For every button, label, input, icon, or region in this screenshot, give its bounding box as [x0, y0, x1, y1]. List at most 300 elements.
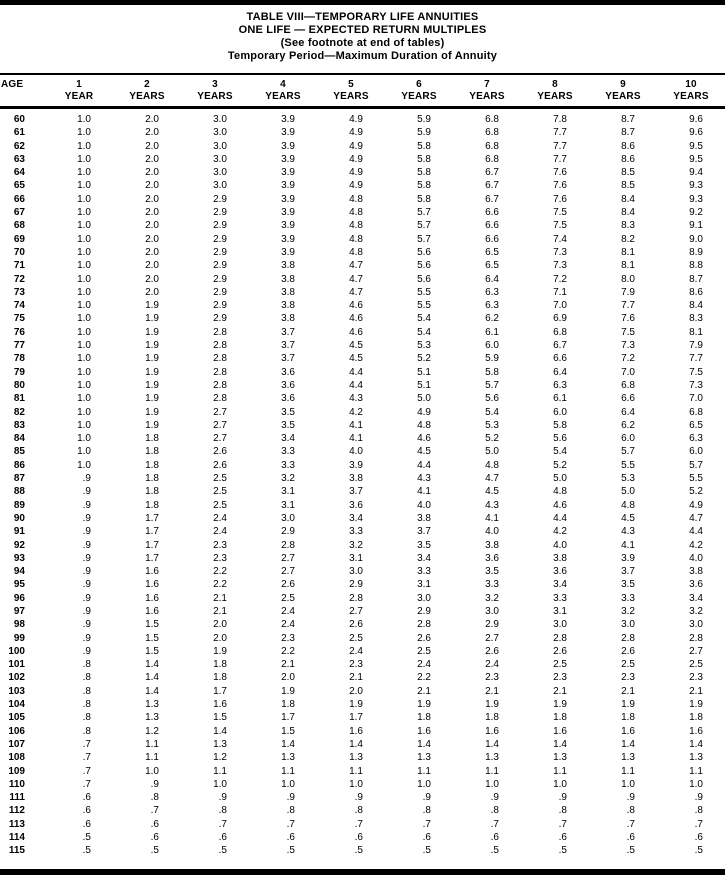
table-title: TABLE VIII—TEMPORARY LIFE ANNUITIES	[246, 11, 479, 23]
multiple-value-cell: 1.0	[77, 193, 91, 205]
table-header-row	[0, 75, 725, 108]
multiple-value-cell: .8	[694, 805, 703, 817]
multiple-value-cell: 1.1	[281, 765, 295, 777]
footnote-reference: (See footnote at end of tables)	[280, 37, 445, 49]
age-cell: 103	[8, 685, 25, 697]
multiple-value-cell: 3.9	[621, 552, 635, 564]
multiple-value-cell: 2.7	[213, 406, 227, 418]
multiple-value-cell: 2.4	[281, 605, 295, 617]
multiple-value-cell: 1.0	[417, 778, 431, 790]
table-subtitle: ONE LIFE — EXPECTED RETURN MULTIPLES	[238, 24, 487, 36]
multiple-value-cell: 9.6	[689, 114, 703, 125]
table-row	[0, 419, 725, 432]
age-cell: 90	[13, 512, 25, 524]
multiple-value-cell: 3.7	[621, 566, 635, 578]
multiple-value-cell: 5.2	[553, 459, 567, 471]
multiple-value-cell: 1.1	[145, 752, 159, 764]
age-cell: 106	[8, 725, 25, 737]
multiple-value-cell: 2.8	[213, 340, 227, 352]
multiple-value-cell: 8.4	[621, 193, 635, 205]
multiple-value-cell: .8	[82, 699, 91, 711]
multiple-value-cell: 6.4	[485, 273, 499, 285]
table-row	[0, 539, 725, 552]
multiple-value-cell: 2.5	[213, 499, 227, 511]
multiple-value-cell: 3.9	[281, 246, 295, 258]
year-column-header: 9 YEARS	[589, 75, 657, 108]
multiple-value-cell: 3.2	[281, 473, 295, 485]
multiple-value-cell: 1.9	[145, 366, 159, 378]
multiple-value-cell: 7.0	[689, 393, 703, 405]
period-caption: Temporary Period—Maximum Duration of Annuity	[227, 50, 498, 62]
multiple-value-cell: 1.2	[213, 752, 227, 764]
multiple-value-cell: 2.0	[145, 180, 159, 192]
multiple-value-cell: 6.0	[689, 446, 703, 458]
multiple-value-cell: 6.8	[689, 406, 703, 418]
table-row	[0, 406, 725, 419]
multiple-value-cell: 3.4	[689, 592, 703, 604]
multiple-value-cell: 3.6	[281, 393, 295, 405]
age-cell: 71	[13, 260, 25, 272]
age-cell: 101	[8, 659, 25, 671]
multiple-value-cell: 1.0	[77, 273, 91, 285]
table-row	[0, 432, 725, 445]
table-row	[0, 246, 725, 259]
multiple-value-cell: 2.0	[145, 260, 159, 272]
multiple-value-cell: 3.9	[349, 459, 363, 471]
multiple-value-cell: 2.7	[213, 433, 227, 445]
multiple-value-cell: 3.0	[689, 619, 703, 631]
multiple-value-cell: 4.5	[349, 340, 363, 352]
multiple-value-cell: 2.9	[213, 273, 227, 285]
multiple-value-cell: 6.8	[485, 114, 499, 125]
multiple-value-cell: 1.3	[281, 752, 295, 764]
table-row	[0, 166, 725, 179]
multiple-value-cell: 2.0	[145, 140, 159, 152]
multiple-value-cell: 7.6	[553, 180, 567, 192]
multiple-value-cell: 1.4	[621, 738, 635, 750]
multiple-value-cell: 7.3	[553, 246, 567, 258]
multiple-value-cell: 1.6	[145, 592, 159, 604]
multiple-value-cell: 1.9	[213, 645, 227, 657]
multiple-value-cell: .5	[558, 845, 567, 857]
multiple-value-cell: 8.4	[689, 300, 703, 312]
multiple-value-cell: .7	[82, 765, 91, 777]
table-row	[0, 751, 725, 764]
multiple-value-cell: 6.6	[485, 207, 499, 219]
multiple-value-cell: 1.4	[281, 738, 295, 750]
multiple-value-cell: 1.3	[417, 752, 431, 764]
multiple-value-cell: 4.5	[621, 512, 635, 524]
multiple-value-cell: 3.8	[689, 566, 703, 578]
multiple-value-cell: 2.0	[281, 672, 295, 684]
multiple-value-cell: 4.6	[553, 499, 567, 511]
multiple-value-cell: 9.5	[689, 153, 703, 165]
multiple-value-cell: 4.1	[485, 512, 499, 524]
multiple-value-cell: 1.0	[485, 778, 499, 790]
table-row	[0, 778, 725, 791]
multiple-value-cell: 1.9	[145, 353, 159, 365]
age-cell: 84	[13, 433, 25, 445]
multiple-value-cell: 7.7	[621, 300, 635, 312]
age-cell: 61	[13, 127, 25, 139]
multiple-value-cell: 1.9	[145, 340, 159, 352]
multiple-value-cell: .8	[422, 805, 431, 817]
multiple-value-cell: 5.0	[485, 446, 499, 458]
multiple-value-cell: 1.4	[213, 725, 227, 737]
multiple-value-cell: 1.5	[145, 645, 159, 657]
multiple-value-cell: 2.4	[349, 645, 363, 657]
multiple-value-cell: 1.0	[77, 207, 91, 219]
multiple-value-cell: 6.8	[485, 127, 499, 139]
multiple-value-cell: 1.6	[417, 725, 431, 737]
multiple-value-cell: 2.0	[145, 114, 159, 125]
multiple-value-cell: 3.3	[621, 592, 635, 604]
multiple-value-cell: 5.7	[621, 446, 635, 458]
multiple-value-cell: 1.8	[145, 446, 159, 458]
multiple-value-cell: 1.0	[77, 433, 91, 445]
multiple-value-cell: 7.5	[621, 326, 635, 338]
multiple-value-cell: 1.4	[145, 659, 159, 671]
multiple-value-cell: .8	[626, 805, 635, 817]
multiple-value-cell: 7.5	[553, 220, 567, 232]
multiple-value-cell: 5.1	[417, 379, 431, 391]
multiple-value-cell: 4.5	[417, 446, 431, 458]
age-cell: 109	[8, 765, 25, 777]
age-cell: 92	[13, 539, 25, 551]
multiple-value-cell: 4.0	[553, 539, 567, 551]
multiple-value-cell: 2.7	[485, 632, 499, 644]
multiple-value-cell: 2.0	[145, 193, 159, 205]
multiple-value-cell: 7.3	[621, 340, 635, 352]
multiple-value-cell: 3.9	[281, 193, 295, 205]
multiple-value-cell: 1.0	[77, 220, 91, 232]
multiple-value-cell: 4.0	[417, 499, 431, 511]
table-row	[0, 765, 725, 778]
multiple-value-cell: 2.7	[281, 552, 295, 564]
multiple-value-cell: 1.4	[349, 738, 363, 750]
multiple-value-cell: 3.7	[349, 486, 363, 498]
table-row	[0, 140, 725, 153]
year-column-header: 7 YEARS	[453, 75, 521, 108]
multiple-value-cell: 8.1	[621, 260, 635, 272]
multiple-value-cell: 3.9	[281, 233, 295, 245]
multiple-value-cell: 1.4	[145, 685, 159, 697]
multiple-value-cell: 3.8	[281, 286, 295, 298]
multiple-value-cell: 2.6	[553, 645, 567, 657]
table-row	[0, 485, 725, 498]
multiple-value-cell: 4.9	[349, 153, 363, 165]
multiple-value-cell: 2.0	[145, 167, 159, 179]
multiple-value-cell: 8.0	[621, 273, 635, 285]
multiple-value-cell: 3.9	[281, 207, 295, 219]
multiple-value-cell: 2.2	[213, 566, 227, 578]
multiple-value-cell: .8	[218, 805, 227, 817]
multiple-value-cell: 4.9	[349, 127, 363, 139]
multiple-value-cell: 2.1	[553, 685, 567, 697]
multiple-value-cell: 2.4	[213, 526, 227, 538]
year-column-header: 6 YEARS	[385, 75, 453, 108]
multiple-value-cell: 7.3	[689, 379, 703, 391]
multiple-value-cell: 1.9	[145, 313, 159, 325]
multiple-value-cell: 4.8	[349, 220, 363, 232]
multiple-value-cell: .9	[558, 792, 567, 804]
age-cell: 66	[13, 193, 25, 205]
multiple-value-cell: 6.7	[485, 193, 499, 205]
multiple-value-cell: 2.8	[213, 379, 227, 391]
multiple-value-cell: 5.8	[485, 366, 499, 378]
multiple-value-cell: 4.9	[349, 167, 363, 179]
multiple-value-cell: .9	[626, 792, 635, 804]
multiple-value-cell: 2.2	[213, 579, 227, 591]
multiple-value-cell: 3.0	[213, 167, 227, 179]
multiple-value-cell: 1.6	[349, 725, 363, 737]
multiple-value-cell: .9	[82, 632, 91, 644]
multiple-value-cell: 3.0	[621, 619, 635, 631]
multiple-value-cell: 1.8	[145, 459, 159, 471]
age-cell: 86	[13, 459, 25, 471]
multiple-value-cell: .9	[490, 792, 499, 804]
multiple-value-cell: 5.6	[417, 273, 431, 285]
multiple-value-cell: 4.4	[349, 366, 363, 378]
table-row	[0, 671, 725, 684]
multiple-value-cell: 6.7	[485, 180, 499, 192]
multiple-value-cell: 1.1	[689, 765, 703, 777]
year-column-header: 5 YEARS	[317, 75, 385, 108]
multiple-value-cell: .7	[490, 818, 499, 830]
multiple-value-cell: 7.7	[553, 140, 567, 152]
multiple-value-cell: 3.8	[281, 300, 295, 312]
multiple-value-cell: 2.0	[145, 233, 159, 245]
multiple-value-cell: 2.5	[213, 486, 227, 498]
multiple-value-cell: .7	[82, 738, 91, 750]
multiple-value-cell: 1.0	[77, 140, 91, 152]
age-cell: 108	[8, 752, 25, 764]
multiple-value-cell: 8.4	[621, 207, 635, 219]
multiple-value-cell: 4.8	[349, 193, 363, 205]
age-cell: 83	[13, 419, 25, 431]
year-column-header: 8 YEARS	[521, 75, 589, 108]
multiple-value-cell: .8	[82, 712, 91, 724]
multiple-value-cell: 7.5	[553, 207, 567, 219]
multiple-value-cell: 1.9	[689, 699, 703, 711]
multiple-value-cell: .5	[218, 845, 227, 857]
multiple-value-cell: 1.0	[349, 778, 363, 790]
age-cell: 96	[13, 592, 25, 604]
multiple-value-cell: 2.0	[145, 273, 159, 285]
multiple-value-cell: 6.5	[485, 260, 499, 272]
multiple-value-cell: .6	[82, 818, 91, 830]
multiple-value-cell: 8.7	[621, 127, 635, 139]
multiple-value-cell: 1.7	[145, 526, 159, 538]
multiple-value-cell: 5.0	[553, 473, 567, 485]
multiple-value-cell: 3.7	[281, 326, 295, 338]
age-cell: 74	[13, 300, 25, 312]
multiple-value-cell: .9	[82, 499, 91, 511]
multiple-value-cell: 1.4	[553, 738, 567, 750]
multiple-value-cell: 3.4	[349, 512, 363, 524]
multiple-value-cell: .6	[150, 818, 159, 830]
multiple-value-cell: 4.9	[349, 180, 363, 192]
table-row	[0, 605, 725, 618]
multiple-value-cell: 8.9	[689, 246, 703, 258]
multiple-value-cell: 1.6	[621, 725, 635, 737]
multiple-value-cell: 1.0	[689, 778, 703, 790]
multiple-value-cell: .6	[218, 832, 227, 844]
multiple-value-cell: 3.8	[281, 273, 295, 285]
multiple-value-cell: 2.4	[485, 659, 499, 671]
age-cell: 94	[13, 566, 25, 578]
multiple-value-cell: 5.0	[417, 393, 431, 405]
multiple-value-cell: 6.9	[553, 313, 567, 325]
multiple-value-cell: .9	[82, 579, 91, 591]
multiple-value-cell: 2.8	[417, 619, 431, 631]
title-block	[0, 5, 725, 73]
multiple-value-cell: 1.4	[485, 738, 499, 750]
table-row	[0, 472, 725, 485]
age-column-header: AGE	[0, 75, 45, 108]
multiple-value-cell: 5.2	[689, 486, 703, 498]
multiple-value-cell: 1.8	[145, 499, 159, 511]
multiple-value-cell: 1.9	[145, 379, 159, 391]
multiple-value-cell: 2.2	[417, 672, 431, 684]
multiple-value-cell: .6	[82, 792, 91, 804]
multiple-value-cell: 4.8	[621, 499, 635, 511]
multiple-value-cell: 4.8	[553, 486, 567, 498]
multiple-value-cell: 8.3	[621, 220, 635, 232]
multiple-value-cell: 1.8	[281, 699, 295, 711]
multiple-value-cell: 1.6	[485, 725, 499, 737]
multiple-value-cell: 3.6	[281, 379, 295, 391]
age-cell: 79	[13, 366, 25, 378]
multiple-value-cell: 5.7	[417, 220, 431, 232]
multiple-value-cell: 7.6	[621, 313, 635, 325]
multiple-value-cell: 3.8	[417, 512, 431, 524]
multiple-value-cell: 3.3	[417, 566, 431, 578]
multiple-value-cell: 1.9	[485, 699, 499, 711]
multiple-value-cell: 2.8	[213, 393, 227, 405]
multiple-value-cell: 8.2	[621, 233, 635, 245]
multiple-value-cell: 4.4	[349, 379, 363, 391]
age-cell: 72	[13, 273, 25, 285]
multiple-value-cell: .5	[694, 845, 703, 857]
table-body	[0, 108, 725, 858]
multiple-value-cell: 5.5	[417, 300, 431, 312]
multiple-value-cell: 2.9	[213, 246, 227, 258]
multiple-value-cell: 2.9	[485, 619, 499, 631]
multiple-value-cell: 3.2	[485, 592, 499, 604]
multiple-value-cell: 3.4	[417, 552, 431, 564]
multiple-value-cell: 4.7	[689, 512, 703, 524]
multiple-value-cell: 3.0	[213, 127, 227, 139]
multiple-value-cell: 3.3	[349, 526, 363, 538]
age-cell: 115	[8, 845, 25, 857]
multiple-value-cell: 6.6	[485, 220, 499, 232]
multiple-value-cell: 1.8	[213, 672, 227, 684]
age-cell: 113	[8, 818, 25, 830]
multiple-value-cell: 5.4	[485, 406, 499, 418]
multiple-value-cell: 3.6	[281, 366, 295, 378]
multiple-value-cell: 1.0	[77, 127, 91, 139]
multiple-value-cell: 2.0	[213, 619, 227, 631]
multiple-value-cell: 2.9	[213, 220, 227, 232]
multiple-value-cell: .9	[82, 619, 91, 631]
multiple-value-cell: 4.3	[485, 499, 499, 511]
multiple-value-cell: 3.5	[621, 579, 635, 591]
age-cell: 69	[13, 233, 25, 245]
multiple-value-cell: 8.1	[621, 246, 635, 258]
multiple-value-cell: 1.1	[349, 765, 363, 777]
table-row	[0, 632, 725, 645]
table-row	[0, 725, 725, 738]
multiple-value-cell: 6.0	[553, 406, 567, 418]
multiple-value-cell: 2.6	[281, 579, 295, 591]
age-cell: 107	[8, 738, 25, 750]
multiple-value-cell: 4.8	[349, 207, 363, 219]
multiple-value-cell: 2.3	[213, 539, 227, 551]
multiple-value-cell: 2.5	[349, 632, 363, 644]
multiple-value-cell: 3.6	[485, 552, 499, 564]
multiple-value-cell: .9	[82, 473, 91, 485]
age-cell: 77	[13, 340, 25, 352]
multiple-value-cell: 1.1	[417, 765, 431, 777]
multiple-value-cell: 2.6	[485, 645, 499, 657]
multiple-value-cell: 7.2	[621, 353, 635, 365]
multiple-value-cell: 2.9	[213, 193, 227, 205]
multiple-value-cell: 5.8	[417, 180, 431, 192]
multiple-value-cell: .7	[218, 818, 227, 830]
multiple-value-cell: 8.7	[689, 273, 703, 285]
multiple-value-cell: 2.0	[145, 220, 159, 232]
table-row	[0, 459, 725, 472]
table-row	[0, 565, 725, 578]
age-cell: 81	[13, 393, 25, 405]
table-row	[0, 153, 725, 166]
age-cell: 60	[13, 114, 25, 125]
multiple-value-cell: 7.7	[689, 353, 703, 365]
multiple-value-cell: 5.8	[417, 193, 431, 205]
multiple-value-cell: 6.5	[485, 246, 499, 258]
multiple-value-cell: 2.8	[281, 539, 295, 551]
multiple-value-cell: 5.9	[485, 353, 499, 365]
multiple-value-cell: 1.0	[77, 406, 91, 418]
multiple-value-cell: 2.1	[417, 685, 431, 697]
multiple-value-cell: 5.2	[417, 353, 431, 365]
multiple-value-cell: 4.6	[349, 313, 363, 325]
multiple-value-cell: 7.3	[553, 260, 567, 272]
multiple-value-cell: 1.0	[77, 459, 91, 471]
multiple-value-cell: 1.1	[621, 765, 635, 777]
multiple-value-cell: 1.7	[213, 685, 227, 697]
multiple-value-cell: 1.0	[77, 366, 91, 378]
multiple-value-cell: .9	[286, 792, 295, 804]
multiple-value-cell: 2.0	[145, 127, 159, 139]
multiple-value-cell: 2.9	[349, 579, 363, 591]
age-cell: 64	[13, 167, 25, 179]
multiple-value-cell: 2.6	[417, 632, 431, 644]
multiple-value-cell: 1.8	[145, 473, 159, 485]
table-row	[0, 738, 725, 751]
multiple-value-cell: 1.0	[77, 233, 91, 245]
multiple-value-cell: 3.0	[349, 566, 363, 578]
table-row	[0, 844, 725, 857]
multiple-value-cell: 1.5	[145, 632, 159, 644]
multiple-value-cell: 3.7	[281, 353, 295, 365]
multiple-value-cell: 1.1	[485, 765, 499, 777]
multiple-value-cell: 1.0	[77, 326, 91, 338]
multiple-value-cell: 1.4	[145, 672, 159, 684]
multiple-value-cell: 2.3	[213, 552, 227, 564]
multiple-value-cell: 1.0	[77, 353, 91, 365]
